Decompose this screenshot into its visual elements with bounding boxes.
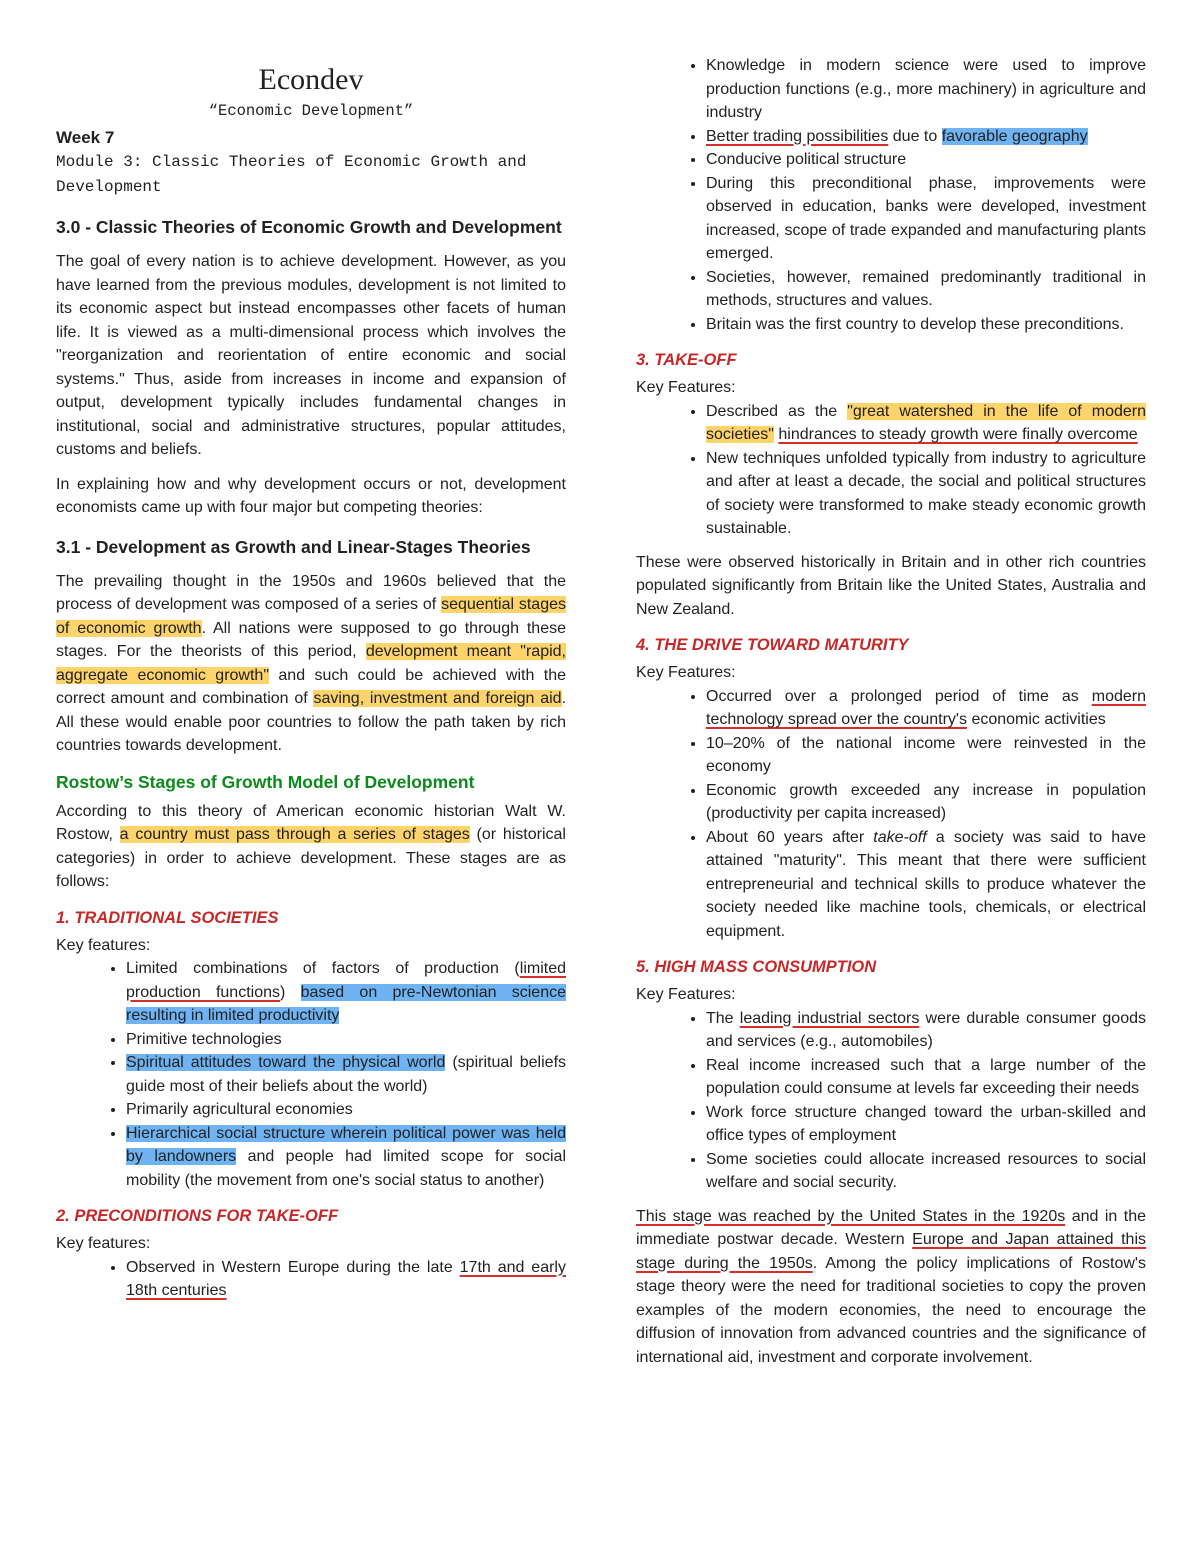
text-run: ) <box>280 983 286 1001</box>
key-features-label: Key Features: <box>636 664 736 681</box>
highlight-yellow: saving, investment and foreign aid <box>313 690 562 707</box>
text-run: a society was said to have attained "maturity". This meant that there were sufficient entrepreneurial and technical skills to produce whatever the society needed like machine tools, chemicals, or electrical equipment. <box>706 828 1146 940</box>
text-run: About 60 years after <box>706 828 865 846</box>
stage-1-heading: 1. TRADITIONAL SOCIETIES <box>56 908 279 927</box>
right-column <box>636 54 1146 1380</box>
underline-red: 17th and early 18th centuries <box>126 1258 566 1299</box>
section-3-0-paragraph-2: In explaining how and why development occurs or not, development economists came up with four major but competing theories: <box>56 475 566 516</box>
week-label: Week 7 <box>56 128 115 147</box>
list-item: • 10–20% of the national income were reinvested in the economy <box>706 732 1146 779</box>
text-run: (or historical categories) in order to achieve development. These stages are as follows: <box>56 826 566 890</box>
text-run: . All nations were supposed to go through these stages. For the theorists of this period, <box>56 619 566 660</box>
stage-2-list-part-1 <box>56 1256 566 1303</box>
list-item <box>706 826 1146 944</box>
list-item <box>706 1007 1146 1054</box>
text-run: The <box>706 1009 734 1027</box>
stage-4-heading: 4. THE DRIVE TOWARD MATURITY <box>636 636 909 654</box>
rostow-heading: Rostow’s Stages of Growth Model of Development <box>56 771 475 792</box>
stage-5-paragraph <box>636 1205 1146 1370</box>
italic-text: take-off <box>873 828 927 846</box>
stage-3-list <box>636 400 1146 541</box>
stage-5-heading: 5. HIGH MASS CONSUMPTION <box>636 958 877 976</box>
list-item: • During this preconditional phase, improvements were observed in education, banks were developed, investment increased, scope of trade expanded and manufacturing plants emerged. <box>706 172 1146 266</box>
text-run: The prevailing thought in the 1950s and 1960s believed that the process of development was composed of a series of <box>56 572 566 613</box>
text-run: Described as the <box>706 402 838 420</box>
highlight-yellow: development meant "rapid, aggregate economic growth" <box>56 643 567 684</box>
list-item <box>706 400 1146 447</box>
stage-3-heading: 3. TAKE-OFF <box>636 351 737 369</box>
underline-red: Better trading possibilities <box>706 127 889 145</box>
text-run: Observed in Western Europe during the late <box>126 1258 453 1276</box>
document-title: Econdev <box>258 63 364 96</box>
list-item: • Societies, however, remained predominantly traditional in methods, structures and values. <box>706 266 1146 313</box>
stage-2-heading: 2. PRECONDITIONS FOR TAKE-OFF <box>56 1207 339 1225</box>
text-run: According to this theory of American economic historian Walt W. Rostow, <box>56 802 566 843</box>
highlight-yellow: a country must pass through a series of stages <box>119 826 470 843</box>
list-item: • Work force structure changed toward the urban-skilled and office types of employment <box>706 1101 1146 1148</box>
list-item <box>126 1256 566 1303</box>
text-run: economic activities <box>971 711 1106 728</box>
list-item: • Conducive political structure <box>706 148 1146 172</box>
text-run: were durable consumer goods and services (e.g., automobiles) <box>706 1009 1146 1050</box>
list-item: • Real income increased such that a large number of the population could consume at levels far exceeding their needs <box>706 1054 1146 1101</box>
list-item <box>706 125 1146 149</box>
list-item: • Economic growth exceeded any increase in population (productivity per capita increased) <box>706 779 1146 826</box>
section-3-1-paragraph <box>56 570 566 758</box>
stage-2-list-part-2 <box>636 54 1146 336</box>
highlight-blue: favorable geography <box>941 127 1088 145</box>
highlight-yellow: sequential stages of economic growth <box>56 596 567 637</box>
text-run: and people had limited scope for social mobility (the movement from one's social status to another) <box>126 1148 566 1189</box>
list-item: • Some societies could allocate increased resources to social welfare and social security. <box>706 1148 1146 1195</box>
module-title: Module 3: Classic Theories of Economic Growth and Development <box>56 153 527 196</box>
text-run: and such could be achieved with the correct amount and combination of <box>56 666 566 707</box>
section-3-1-heading: 3.1 - Development as Growth and Linear-Stages Theories <box>56 536 531 557</box>
list-item <box>126 1122 566 1193</box>
section-3-0-heading: 3.0 - Classic Theories of Economic Growth and Development <box>56 217 562 237</box>
section-3-0-paragraph-1: The goal of every nation is to achieve development. However, as you have learned from the previous modules, development is not limited to its economic aspect but instead encompasses other facets of human life. It is viewed as a multi-dimensional process which involves the "reorganization and reorientation of entire economic and social systems." Thus, aside from increases in income and expansion of output, development typically includes fundamental changes in institutional, social and administrative structures, popular attitudes, customs and beliefs. <box>56 253 566 458</box>
highlight-blue: based on pre-Newtonian science resulting in limited productivity <box>126 983 566 1024</box>
list-item: • Primarily agricultural economies <box>126 1098 566 1122</box>
text-run: . All these would enable poor countries to follow the path taken by rich countries towards development. <box>56 690 567 754</box>
key-features-label: Key Features: <box>636 379 736 396</box>
underline-red: modern technology spread over the country's <box>706 687 1146 728</box>
rostow-paragraph <box>56 800 566 894</box>
list-item: • New techniques unfolded typically from industry to agriculture and after at least a decade, the social and political structures of society were transformed to make steady economic growth sustainable. <box>706 447 1146 541</box>
document-subtitle: “Economic Development” <box>208 102 414 120</box>
list-item: • Britain was the first country to develop these preconditions. <box>706 313 1146 337</box>
underline-red: hindrances to steady growth were finally overcome <box>778 426 1138 443</box>
highlight-yellow: "great watershed in the life of modern societies" <box>706 402 1146 443</box>
key-features-label: Key features: <box>56 936 151 954</box>
stage-3-paragraph: These were observed historically in Britain and in other rich countries populated significantly from Britain like the United States, Australia and New Zealand. <box>636 553 1146 618</box>
left-column <box>56 56 566 1303</box>
text-run: due to <box>892 127 938 145</box>
key-features-label: Key features: <box>56 1235 151 1252</box>
stage-5-list <box>636 1007 1146 1195</box>
underline-red: leading industrial sectors <box>739 1009 920 1027</box>
text-run: (spiritual beliefs guide most of their beliefs about the world) <box>126 1054 567 1095</box>
highlight-blue: Spiritual attitudes toward the physical world <box>126 1054 446 1071</box>
list-item <box>706 685 1146 732</box>
highlight-blue: Hierarchical social structure wherein political power was held by landowners <box>126 1124 566 1165</box>
list-item: • Primitive technologies <box>126 1028 566 1052</box>
stage-4-list <box>636 685 1146 944</box>
underline-red: limited production functions <box>126 960 566 1001</box>
underline-red: This stage was reached by the United States in the 1920s <box>636 1207 1066 1225</box>
text-run: Occurred over a prolonged period of time as <box>706 687 1079 705</box>
text-run: and in the immediate postwar decade. Western <box>636 1207 1147 1248</box>
text-run: Limited combinations of factors of production ( <box>126 960 520 977</box>
stage-1-list <box>56 957 566 1192</box>
list-item: • Knowledge in modern science were used to improve production functions (e.g., more machinery) in agriculture and industry <box>706 54 1146 125</box>
underline-red: Europe and Japan attained this stage during the 1950s <box>636 1231 1146 1272</box>
key-features-label: Key Features: <box>636 986 736 1003</box>
list-item <box>126 957 566 1028</box>
list-item <box>126 1051 566 1098</box>
text-run: . Among the policy implications of Rostow's stage theory were the need for traditional societies to copy the proven examples of the modern economies, the need to encourage the diffusion of innovation from advanced countries and the significance of international aid, investment and corporate involvement. <box>636 1254 1146 1366</box>
